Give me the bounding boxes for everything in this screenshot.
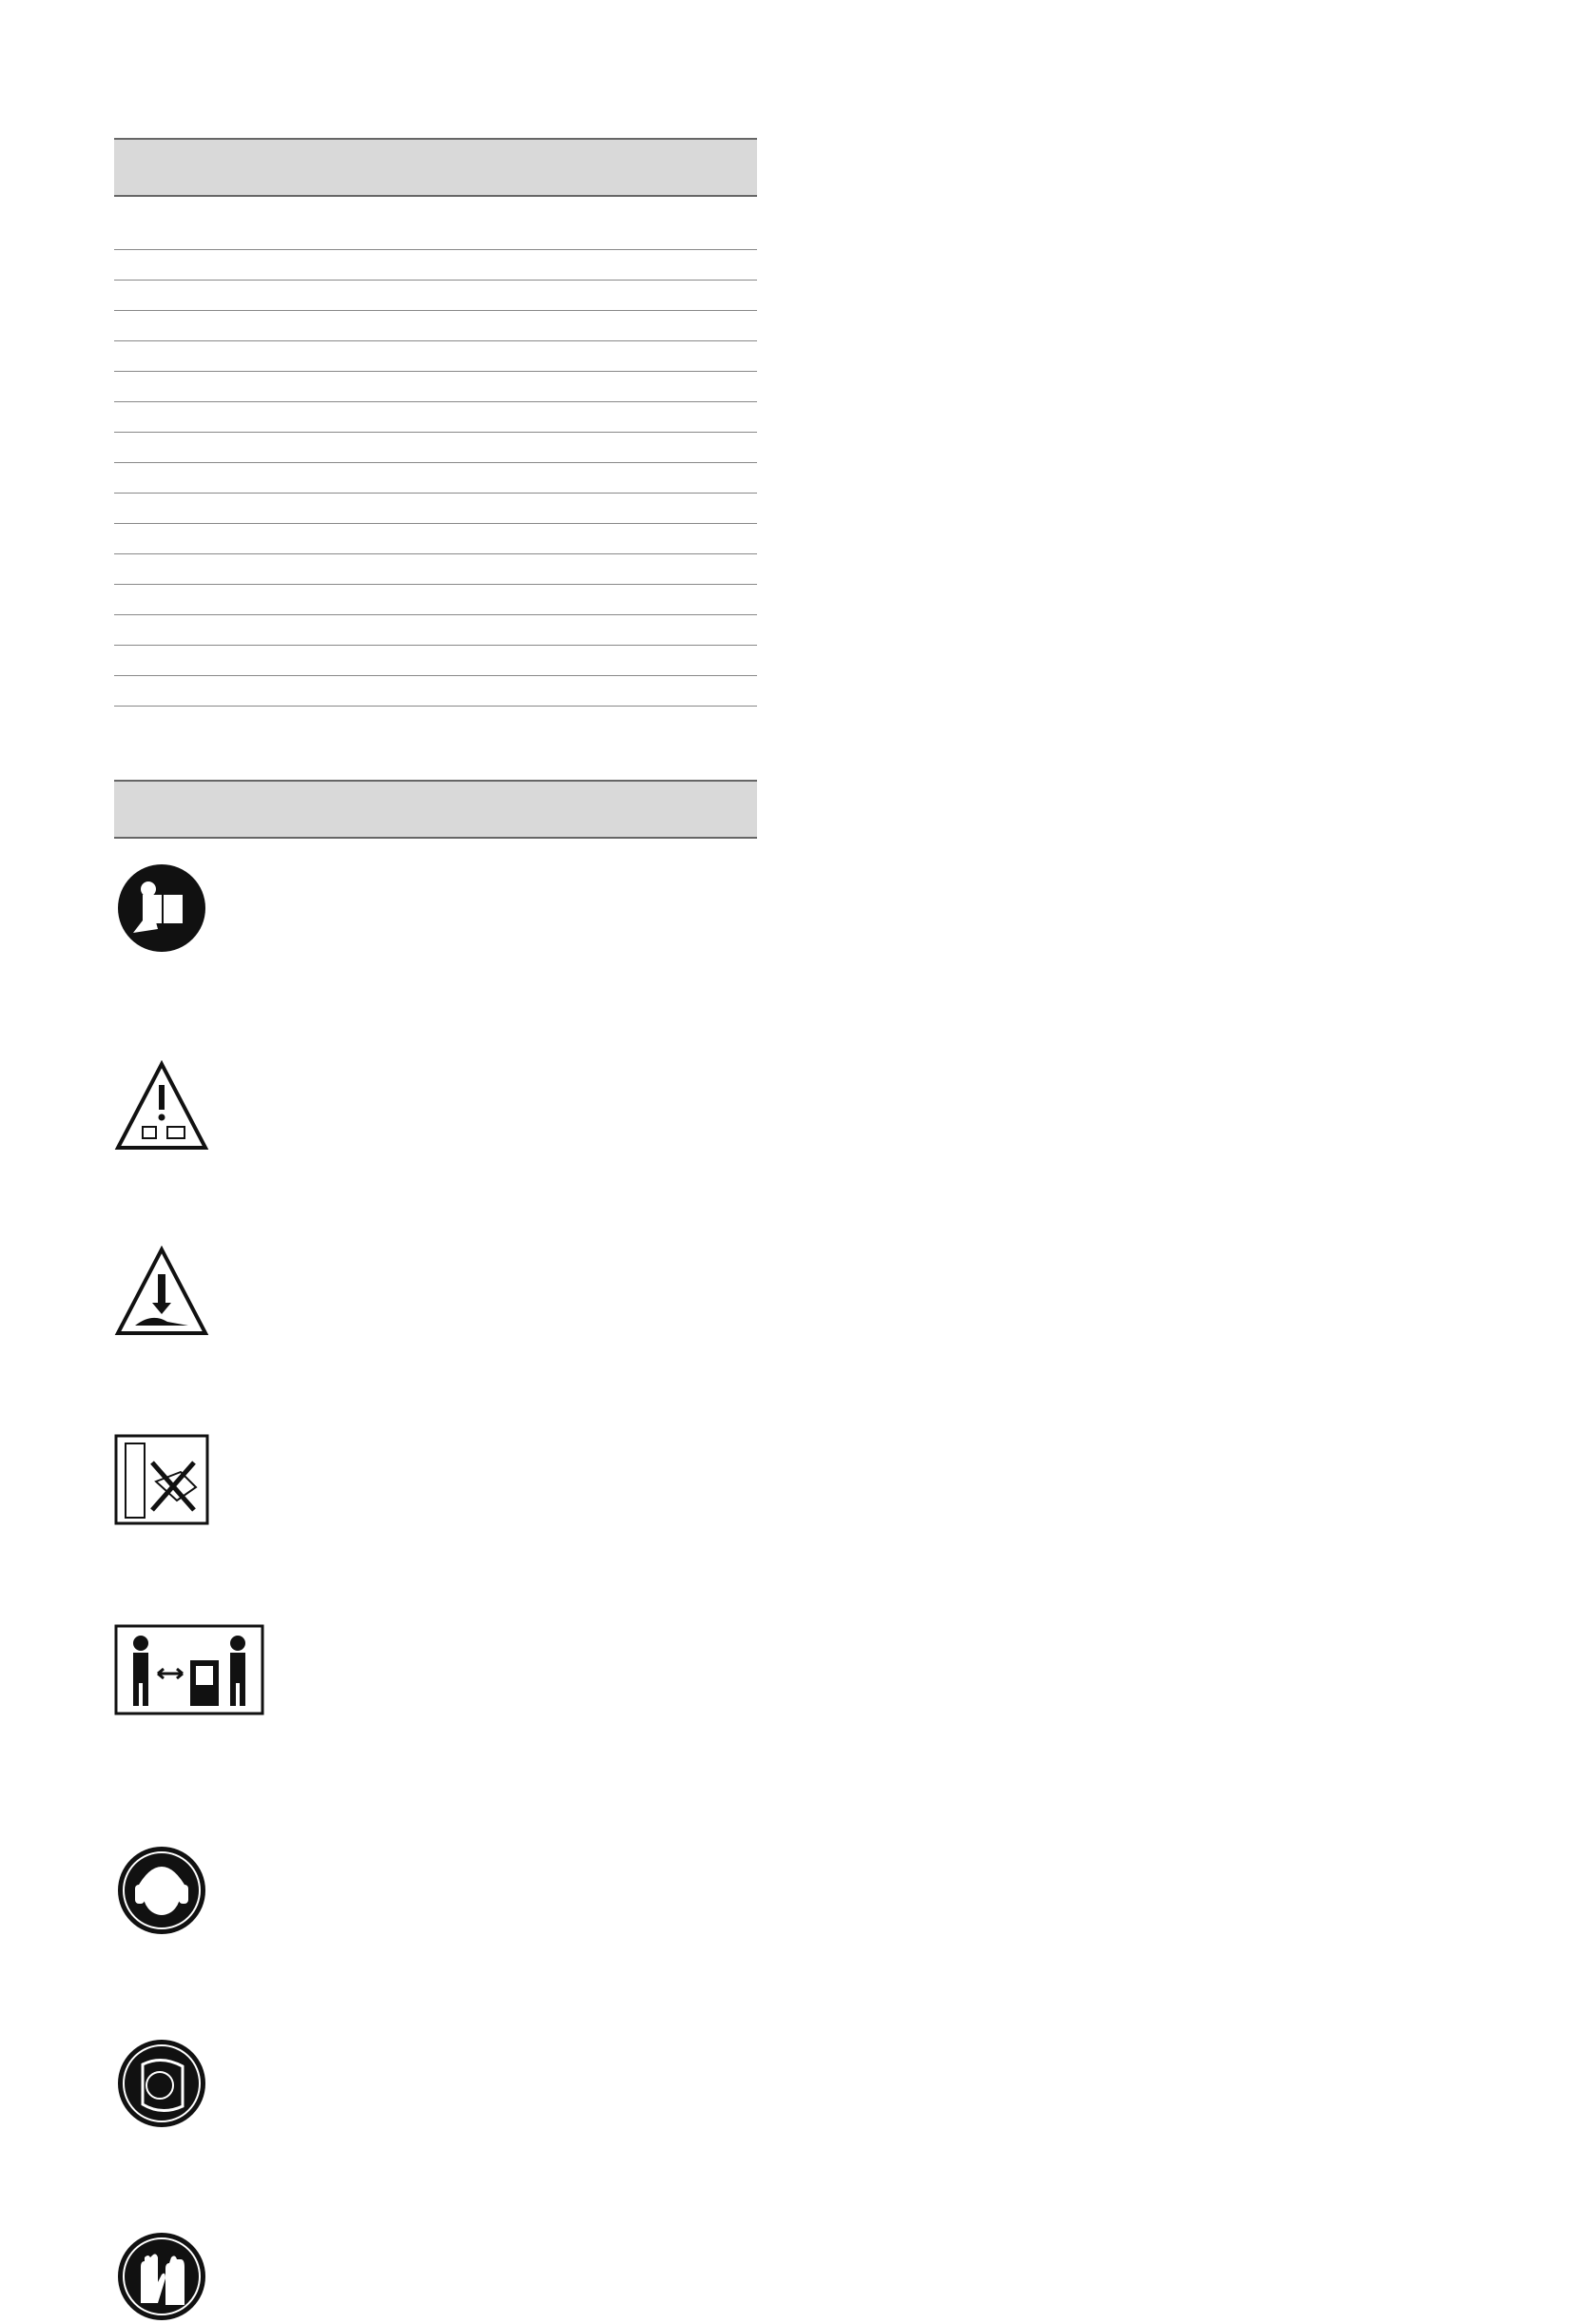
symbol-text [232, 1434, 746, 1525]
symbol-text [289, 1622, 746, 1717]
toc-item[interactable] [114, 341, 757, 372]
gloves-icon [114, 2229, 209, 2324]
symbol-text [232, 1246, 746, 1341]
symbol-row-distance [114, 1622, 757, 1717]
warning-plug-icon [114, 1060, 209, 1155]
symbol-row-read-manual [114, 861, 757, 956]
symbol-text [232, 1843, 746, 1938]
toc-item[interactable] [114, 463, 757, 494]
toc-item[interactable] [114, 433, 757, 463]
no-hand-removal-icon [114, 1434, 209, 1525]
toc-item[interactable] [114, 646, 757, 676]
toc-item[interactable] [114, 250, 757, 281]
toc-item[interactable] [114, 281, 757, 311]
toc-item[interactable] [114, 615, 757, 646]
symbol-text [232, 2229, 746, 2324]
symbol-text [232, 1060, 746, 1155]
toc-item[interactable] [114, 585, 757, 615]
toc-title [114, 138, 757, 197]
toc-item[interactable] [114, 220, 757, 250]
toc-item[interactable] [114, 676, 757, 707]
toc-item[interactable] [114, 311, 757, 341]
ear-protection-icon [114, 1843, 209, 1938]
face-shield-icon [114, 2036, 209, 2131]
toc-item[interactable] [114, 372, 757, 402]
keep-distance-icon [114, 1622, 266, 1717]
toc-item[interactable] [114, 402, 757, 433]
symbol-row-warning [114, 1060, 757, 1155]
symbol-row-crush-hazard [114, 1246, 757, 1341]
table-of-contents [114, 138, 757, 707]
toc-list [114, 220, 757, 707]
crush-hazard-icon [114, 1246, 209, 1341]
device-symbols-section [114, 780, 757, 839]
symbol-text [232, 2036, 746, 2131]
symbol-row-face-shield [114, 2036, 757, 2131]
symbol-row-no-hand-removal [114, 1434, 757, 1525]
symbol-row-ear-eye [114, 1843, 757, 1938]
toc-item[interactable] [114, 494, 757, 524]
device-symbols-title [114, 780, 757, 839]
symbol-row-gloves [114, 2229, 757, 2324]
toc-item[interactable] [114, 524, 757, 554]
read-manual-icon [114, 861, 209, 956]
toc-item[interactable] [114, 554, 757, 585]
symbol-text [232, 861, 746, 956]
